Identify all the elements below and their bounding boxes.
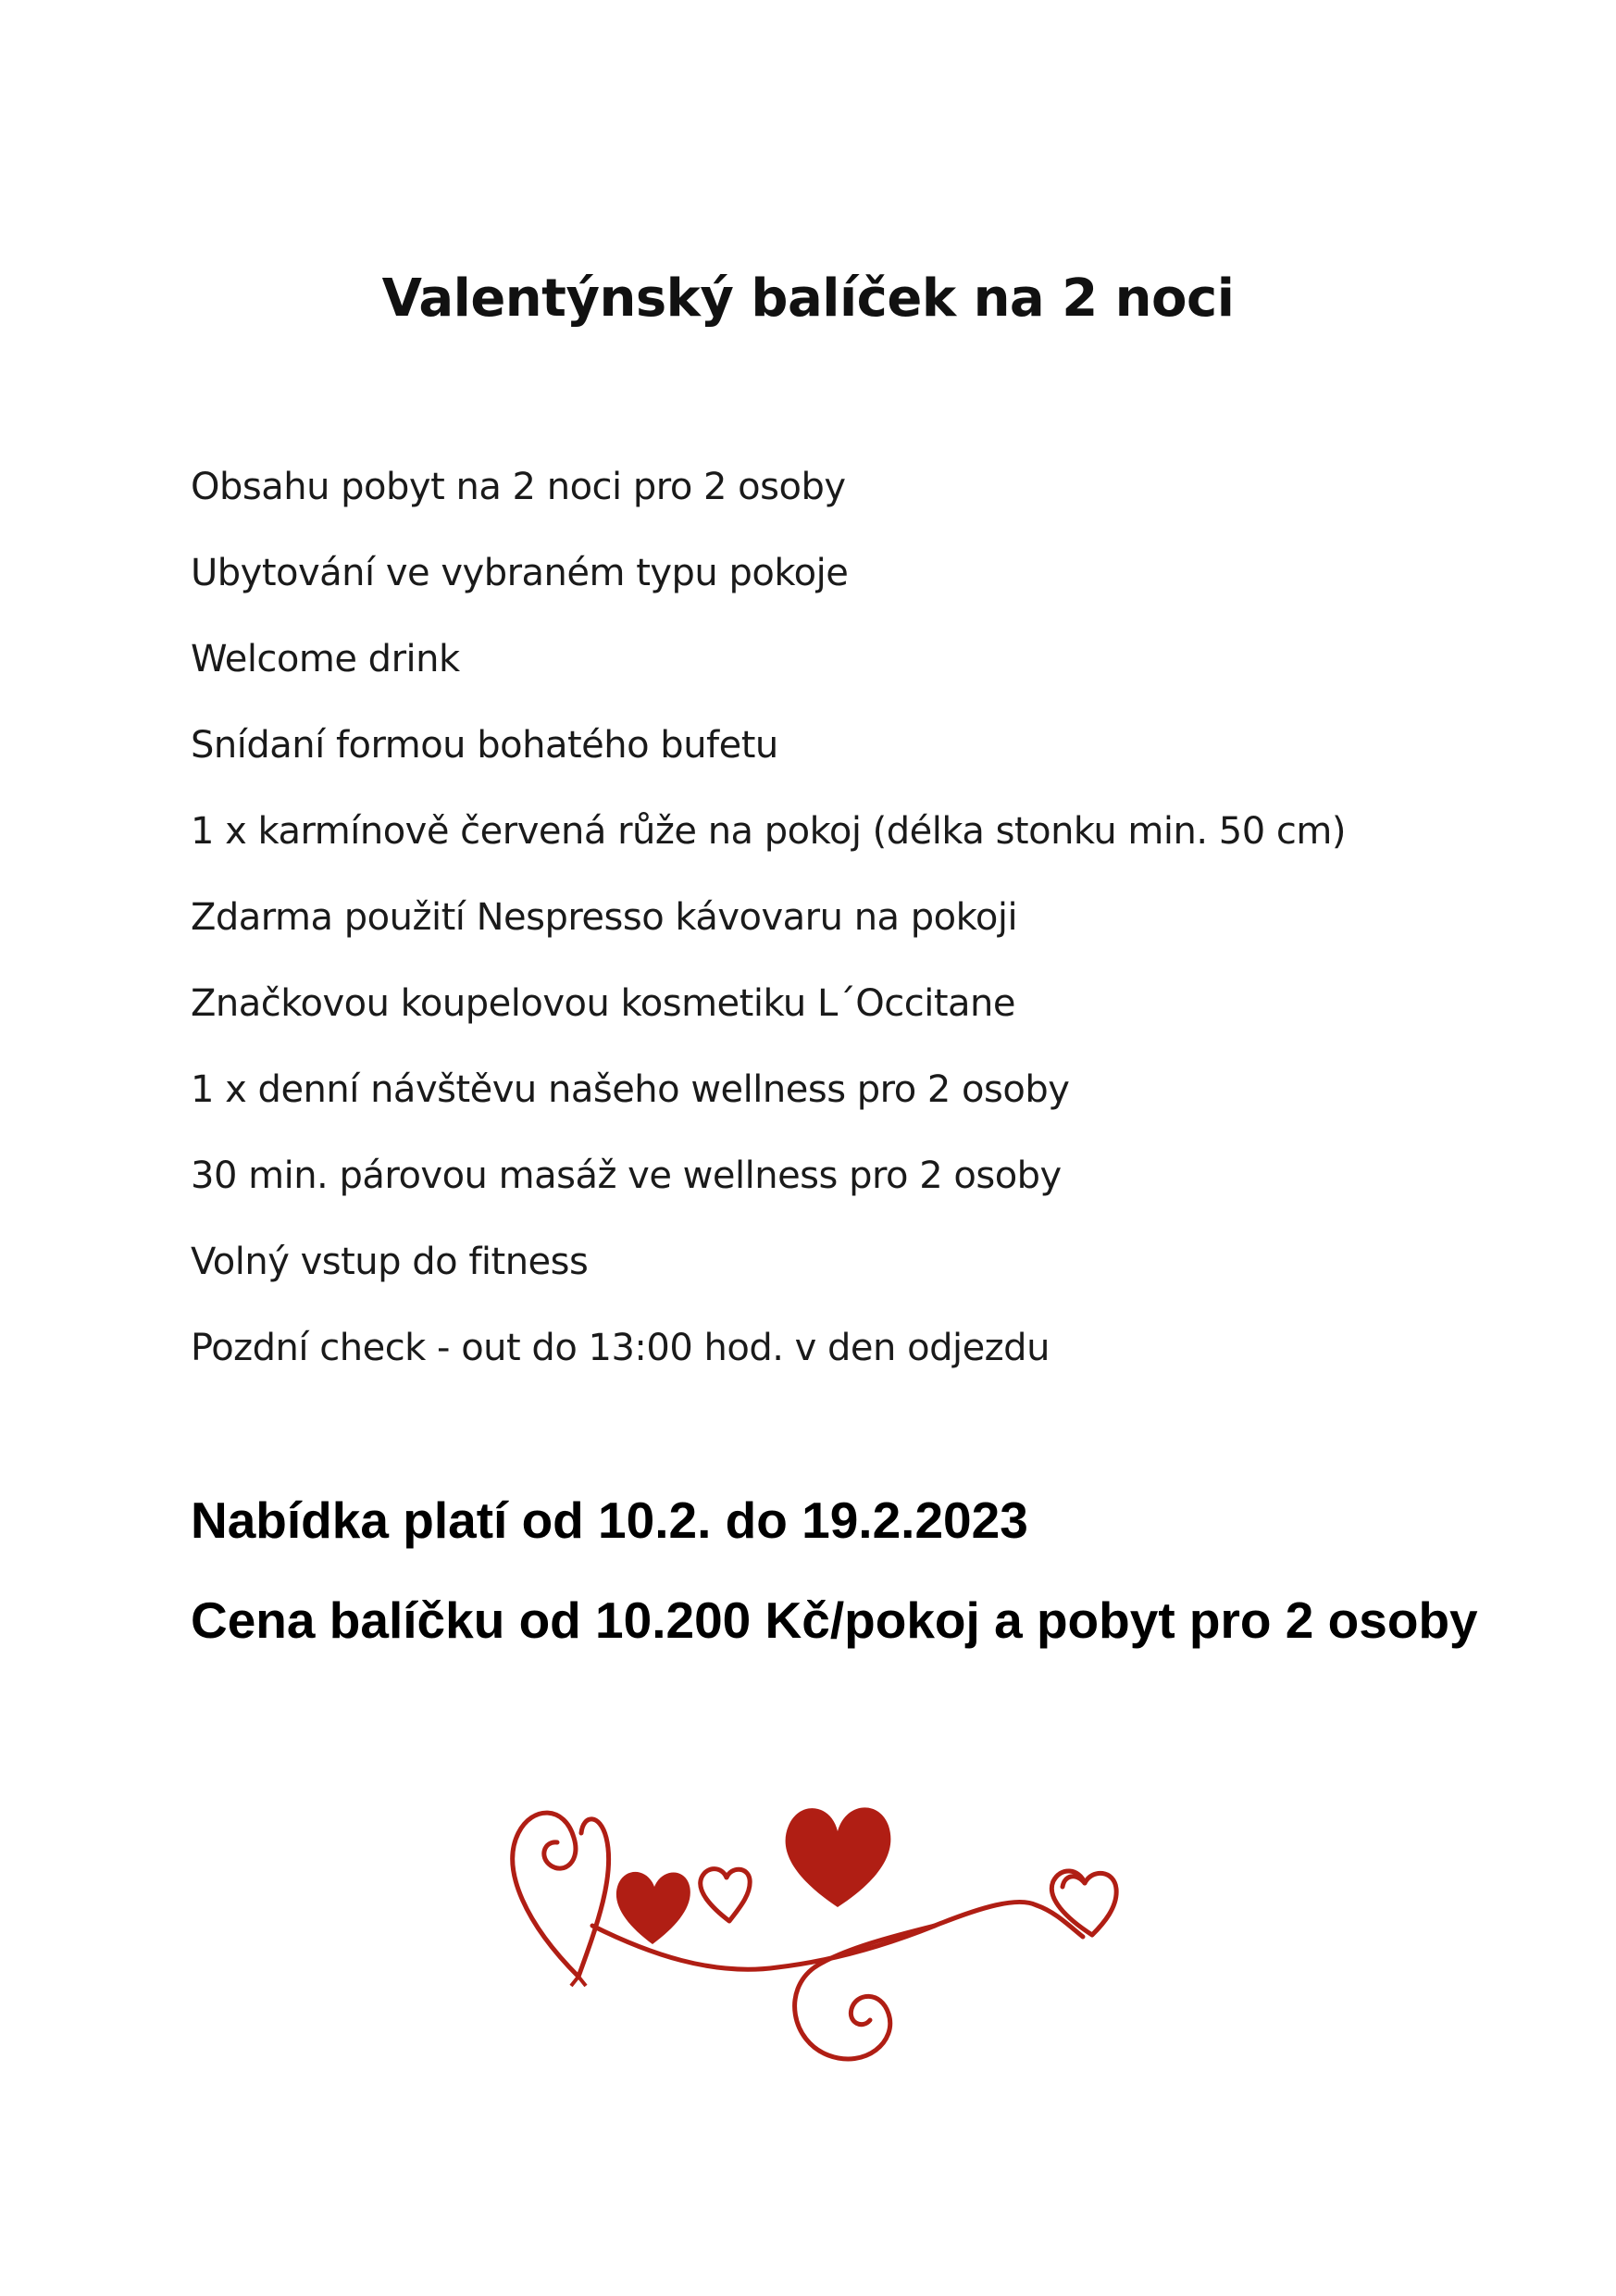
list-item: Welcome drink xyxy=(191,638,460,680)
list-item: Značkovou koupelovou kosmetiku L´Occitane xyxy=(191,982,1015,1025)
hearts-ornament-icon xyxy=(500,1787,1185,2092)
list-item: Volný vstup do fitness xyxy=(191,1241,589,1283)
list-item: Ubytování ve vybraném typu pokoje xyxy=(191,552,849,594)
page-title: Valentýnský balíček na 2 noci xyxy=(381,268,1235,329)
list-item: Zdarma použití Nespresso kávovaru na pokoji xyxy=(191,896,1018,939)
list-item: 30 min. párovou masáž ve wellness pro 2 osoby xyxy=(191,1154,1062,1197)
package-items-list xyxy=(191,444,1346,1391)
list-item: Pozdní check - out do 13:00 hod. v den odjezdu xyxy=(191,1327,1050,1369)
list-item: 1 x karmínově červená růže na pokoj (délka stonku min. 50 cm) xyxy=(191,810,1346,853)
list-item: 1 x denní návštěvu našeho wellness pro 2 osoby xyxy=(191,1068,1070,1111)
list-item: Snídaní formou bohatého bufetu xyxy=(191,724,778,767)
offer-price: Cena balíčku od 10.200 Kč/pokoj a pobyt pro 2 osoby xyxy=(191,1591,1478,1649)
list-item: Obsahu pobyt na 2 noci pro 2 osoby xyxy=(191,466,846,508)
offer-validity: Nabídka platí od 10.2. do 19.2.2023 xyxy=(191,1491,1028,1549)
